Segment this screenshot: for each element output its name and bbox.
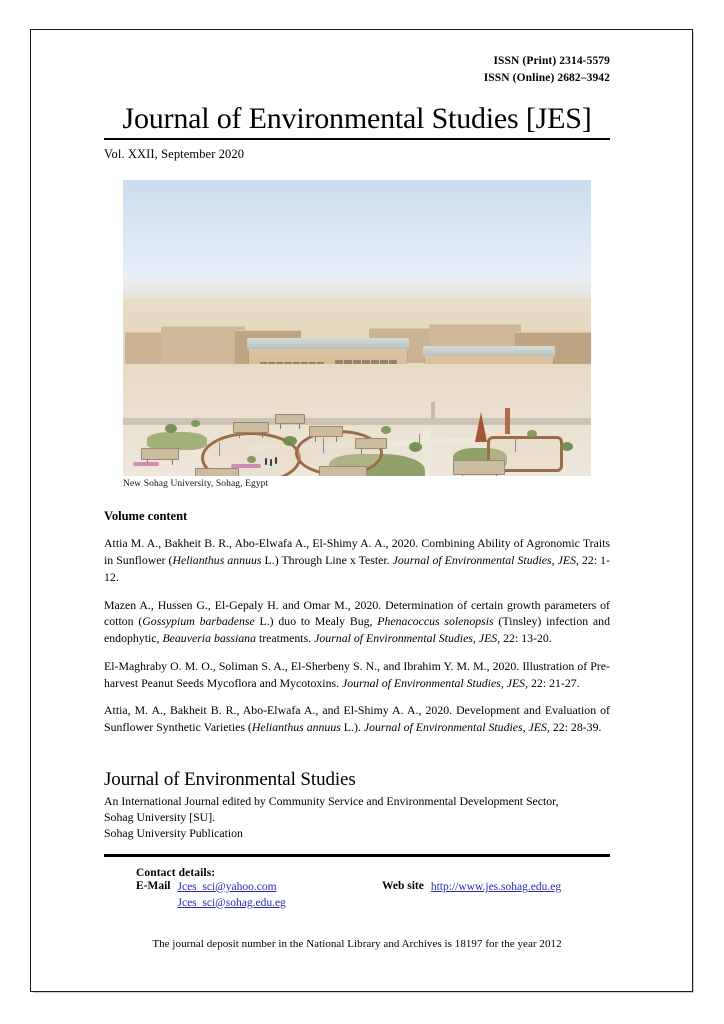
cover-photo-wrapper: [104, 180, 610, 476]
citation-text-run: El-Maghraby O. M. O., Soliman S. A., El-Sherbeny S. N., and Ibrahim Y. M. M., 2020. Illustration of Pre-harvest Peanut Seeds Mycoflora and Mycotoxins.: [104, 658, 610, 690]
email-link-yahoo[interactable]: Jces_sci@yahoo.com: [177, 880, 277, 893]
citation-text-run: Attia M. A., Bakheit B. R., Abo-Elwafa A., El-Shimy A. A., 2020. Combining Ability of Agronomic Traits in Sunflower (: [104, 536, 610, 568]
website-value: [431, 880, 561, 912]
deposit-note: The journal deposit number in the National Library and Archives is 18197 for the year 2012: [152, 938, 562, 951]
photo-pergola-8: [275, 414, 305, 424]
citation-italic-run: Helianthus annuus: [172, 553, 262, 568]
photo-pergola-5: [195, 468, 239, 476]
citation-italic-run: Journal of Environmental Studies, JES,: [363, 720, 550, 735]
photo-lamp-1: [219, 442, 220, 456]
photo-flagpole: [431, 402, 435, 420]
citation-text-run: (Tinsley) infection and endophytic,: [104, 614, 610, 646]
photo-lamp-3: [419, 434, 420, 450]
email-label: E-Mail: [136, 879, 171, 892]
contact-details-title: Contact details:: [136, 866, 216, 879]
photo-person-1: [265, 458, 267, 465]
footer-desc-line-2: Sohag University [SU].: [104, 810, 216, 825]
photo-obelisk: [475, 412, 487, 442]
citation-text-run: treatments.: [256, 631, 315, 646]
email-link-sohag[interactable]: Jces_sci@sohag.edu.eg: [177, 896, 286, 909]
citation-italic-run: Journal of Environmental Studies, JES,: [314, 631, 501, 646]
citation-italic-run: Gossypium barbadense: [142, 614, 255, 629]
issn-print: ISSN (Print) 2314-5579: [493, 55, 610, 67]
photo-pergola-1: [233, 422, 269, 433]
citation-italic-run: Helianthus annuus: [251, 720, 341, 735]
footer-divider: [104, 854, 610, 857]
page-border: [30, 29, 693, 992]
photo-pergola-7: [453, 460, 505, 475]
footer-journal-description: [104, 793, 610, 842]
citation-italic-run: Phenacoccus solenopsis: [377, 614, 494, 629]
volume-content-entry: [104, 702, 610, 736]
photo-pergola-2: [309, 426, 343, 437]
citation-text-run: L.) Through Line x Tester.: [261, 553, 393, 568]
cover-photo: [123, 180, 591, 476]
contact-details-block: [104, 867, 610, 912]
cover-photo-caption-row: [104, 476, 610, 489]
footer-desc-line-1: An International Journal edited by Community Service and Environmental Development Sector,: [104, 793, 559, 808]
volume-content-heading: Volume content: [104, 509, 188, 524]
photo-pergola-3: [141, 448, 179, 460]
issn-online: ISSN (Online) 2682–3942: [483, 71, 610, 84]
photo-flowerbed-2: [231, 464, 261, 468]
photo-monument-column: [505, 408, 510, 434]
volume-content-entry: [104, 597, 610, 647]
volume-content-entry: [104, 535, 610, 585]
citation-text-run: Mazen A., Hussen G., El-Gepaly H. and Omar M., 2020. Determination of certain growth parameters of cotton (: [104, 597, 610, 629]
cover-photo-caption: New Sohag University, Sohag, Egypt: [123, 479, 269, 490]
contact-email-group: [136, 880, 382, 912]
photo-lamp-2: [323, 438, 324, 453]
citation-italic-run: Journal of Environmental Studies, JES,: [392, 553, 579, 568]
website-link[interactable]: http://www.jes.sohag.edu.eg: [430, 880, 562, 893]
contact-website-group: [382, 880, 561, 912]
citation-italic-run: Beauveria bassiana: [162, 631, 256, 646]
citation-text-run: L.) duo to Mealy Bug,: [254, 614, 378, 629]
citation-text-run: L.).: [340, 720, 364, 735]
photo-person-3: [275, 457, 277, 464]
footer-journal-title: Journal of Environmental Studies: [104, 768, 356, 790]
email-values: [178, 880, 286, 912]
citation-text-run: 22: 1-12.: [104, 553, 610, 584]
footer-desc-line-3: Sohag University Publication: [104, 826, 243, 841]
website-label: Web site: [382, 879, 424, 892]
issn-block: [104, 53, 610, 86]
journal-masthead-title: Journal of Environmental Studies [JES]: [122, 102, 592, 136]
volume-content-entry: [104, 658, 610, 692]
citation-text-run: Attia, M. A., Bakheit B. R., Abo-Elwafa A., and El-Shimy A. A., 2020. Development and Evaluation of Sunflower Synthetic Varieties (: [104, 703, 610, 735]
photo-pergola-4: [355, 438, 387, 449]
citation-italic-run: Journal of Environmental Studies, JES,: [342, 675, 529, 690]
photo-lamp-4: [515, 438, 516, 452]
volume-issue-line: Vol. XXII, September 2020: [104, 147, 245, 162]
masthead-divider: [104, 138, 610, 140]
page-content: [104, 53, 610, 950]
citation-text-run: 22: 21-27.: [528, 675, 580, 690]
citation-text-run: 22: 13-20.: [500, 631, 552, 646]
photo-person-2: [270, 459, 272, 466]
photo-pergola-6: [319, 466, 367, 476]
citation-text-run: 22: 28-39.: [549, 720, 602, 735]
photo-flowerbed-1: [133, 462, 159, 466]
